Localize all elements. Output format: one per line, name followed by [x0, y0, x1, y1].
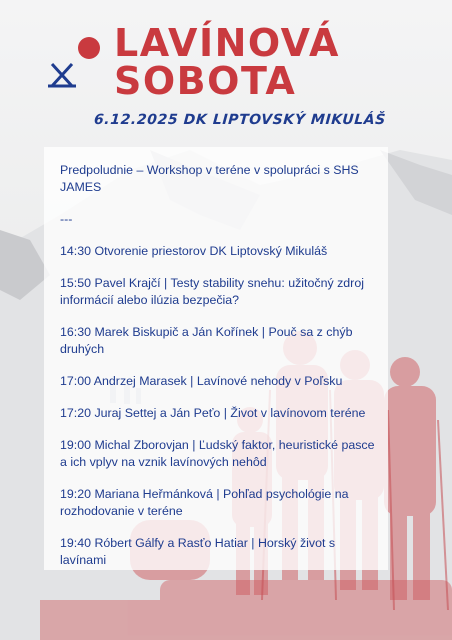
program-item: 15:50 Pavel Krajčí | Testy stability snehu: užitočný zdroj informácií alebo ilúzia bezpečia? — [60, 276, 364, 307]
date-location: 6.12.2025 DK LIPTOVSKÝ MIKULÁŠ — [93, 112, 387, 128]
title-line-2: SOBOTA — [114, 59, 297, 103]
program-item: 14:30 Otvorenie priestorov DK Liptovský Mikuláš — [60, 244, 328, 258]
title-line-1: LAVÍNOVÁ — [114, 21, 340, 65]
event-title — [114, 21, 340, 103]
program-item: 17:20 Juraj Settej a Ján Peťo | Život v lavínovom teréne — [60, 406, 366, 420]
program-separator: --- — [60, 212, 73, 226]
program-item: 19:40 Róbert Gálfy a Rasťo Hatiar | Horský život s lavínami — [60, 536, 336, 567]
program-item: 19:00 Michal Zborovjan | Ľudský faktor, heuristické pasce a ich vplyv na vznik lavínových nehôd — [60, 438, 375, 469]
program-item: 17:00 Andrzej Marasek | Lavínové nehody v Poľsku — [60, 374, 343, 388]
tent-icon — [48, 62, 76, 88]
program-item: 16:30 Marek Biskupič a Ján Kořínek | Pouč sa z chýb druhých — [60, 325, 353, 356]
program-item: 19:20 Mariana Heřmánková | Pohľad psychológie na rozhodovanie v teréne — [60, 487, 349, 518]
red-circle-icon — [78, 37, 100, 59]
program-item: Predpoludnie – Workshop v teréne v spolupráci s SHS JAMES — [60, 163, 359, 194]
program-list — [60, 162, 378, 584]
